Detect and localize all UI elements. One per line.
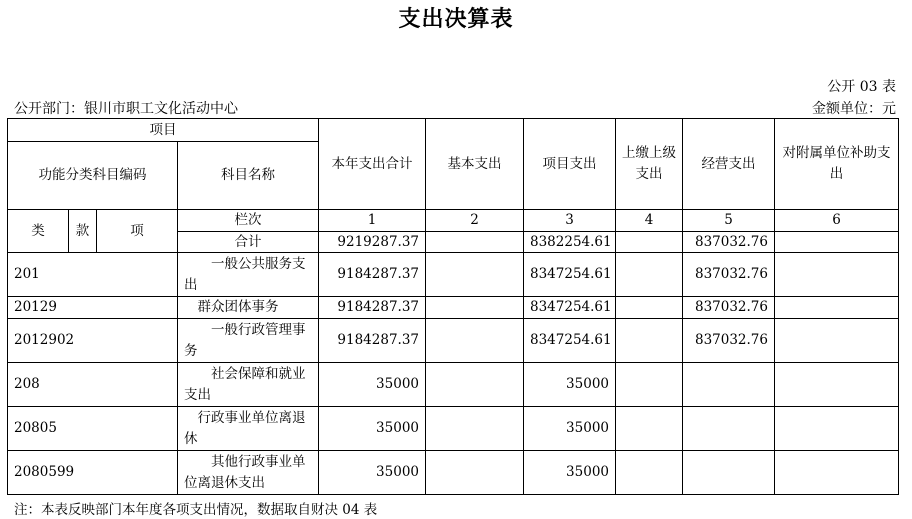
subject-name-header: 科目名称	[178, 142, 319, 210]
subsidy-cell	[775, 297, 899, 319]
operating-cell: 837032.76	[683, 319, 775, 363]
project-cell: 8347254.61	[524, 253, 616, 297]
basic-cell	[426, 232, 524, 253]
col-operating-header: 经营支出	[683, 119, 775, 210]
col-upper-header: 上缴上级支出	[616, 119, 683, 210]
subsidy-cell	[775, 232, 899, 253]
subsidy-cell	[775, 363, 899, 407]
basic-cell	[426, 297, 524, 319]
basic-cell	[426, 407, 524, 451]
basic-cell	[426, 451, 524, 495]
code-cell: 20805	[8, 407, 178, 451]
col-subsidy-header: 对附属单位补助支出	[775, 119, 899, 210]
upper-cell	[616, 451, 683, 495]
table-row	[8, 407, 899, 451]
col-number: 5	[683, 210, 775, 232]
func-code-header: 功能分类科目编码	[8, 142, 178, 210]
name-cell: 一般公共服务支出	[178, 253, 319, 297]
upper-cell	[616, 253, 683, 297]
col-number: 6	[775, 210, 899, 232]
upper-cell	[616, 363, 683, 407]
project-cell: 8382254.61	[524, 232, 616, 253]
total-cell: 35000	[319, 363, 426, 407]
name-cell: 其他行政事业单位离退休支出	[178, 451, 319, 495]
name-cell: 一般行政管理事务	[178, 319, 319, 363]
code-cell: 201	[8, 253, 178, 297]
subsidy-cell	[775, 407, 899, 451]
total-cell: 9184287.37	[319, 297, 426, 319]
col-number: 4	[616, 210, 683, 232]
operating-cell: 837032.76	[683, 253, 775, 297]
table-row	[8, 451, 899, 495]
item-header: 项目	[8, 119, 319, 142]
basic-cell	[426, 319, 524, 363]
operating-cell: 837032.76	[683, 297, 775, 319]
col-number: 2	[426, 210, 524, 232]
subsidy-cell	[775, 319, 899, 363]
total-cell: 35000	[319, 451, 426, 495]
code-cell: 2080599	[8, 451, 178, 495]
total-cell: 9184287.37	[319, 253, 426, 297]
project-cell: 35000	[524, 451, 616, 495]
footnote: 注：本表反映部门本年度各项支出情况，数据取自财决 04 表	[14, 502, 378, 518]
code-cell: 2012902	[8, 319, 178, 363]
col-total-header: 本年支出合计	[319, 119, 426, 210]
page-title: 支出决算表	[398, 7, 514, 32]
col-basic-header: 基本支出	[426, 119, 524, 210]
table-row	[8, 297, 899, 319]
col-number: 3	[524, 210, 616, 232]
total-cell: 9219287.37	[319, 232, 426, 253]
operating-cell	[683, 407, 775, 451]
table-row	[8, 363, 899, 407]
upper-cell	[616, 319, 683, 363]
name-cell: 群众团体事务	[178, 297, 319, 319]
operating-cell	[683, 451, 775, 495]
col-number: 1	[319, 210, 426, 232]
project-cell: 35000	[524, 407, 616, 451]
table-row	[8, 319, 899, 363]
name-cell: 行政事业单位离退休	[178, 407, 319, 451]
subsidy-cell	[775, 253, 899, 297]
project-cell: 8347254.61	[524, 319, 616, 363]
total-cell: 35000	[319, 407, 426, 451]
basic-cell	[426, 363, 524, 407]
header-row-lanci	[8, 210, 899, 232]
expenditure-table	[7, 118, 899, 495]
project-cell: 35000	[524, 363, 616, 407]
header-row-item	[8, 119, 899, 142]
col-project-header: 项目支出	[524, 119, 616, 210]
name-cell: 社会保障和就业支出	[178, 363, 319, 407]
subsidy-cell	[775, 451, 899, 495]
upper-cell	[616, 232, 683, 253]
lanci-header: 栏次	[178, 210, 319, 232]
total-cell: 9184287.37	[319, 319, 426, 363]
project-cell: 8347254.61	[524, 297, 616, 319]
form-number: 公开 03 表	[827, 79, 896, 95]
upper-cell	[616, 297, 683, 319]
upper-cell	[616, 407, 683, 451]
operating-cell	[683, 363, 775, 407]
operating-cell: 837032.76	[683, 232, 775, 253]
basic-cell	[426, 253, 524, 297]
total-label: 合计	[178, 232, 319, 253]
code-cell: 208	[8, 363, 178, 407]
amount-unit-label: 金额单位：元	[812, 101, 896, 117]
xiang-header: 项	[97, 210, 178, 253]
table-row	[8, 253, 899, 297]
kuan-header: 款	[69, 210, 97, 253]
lei-header: 类	[8, 210, 69, 253]
code-cell: 20129	[8, 297, 178, 319]
department-label: 公开部门：银川市职工文化活动中心	[14, 101, 238, 117]
